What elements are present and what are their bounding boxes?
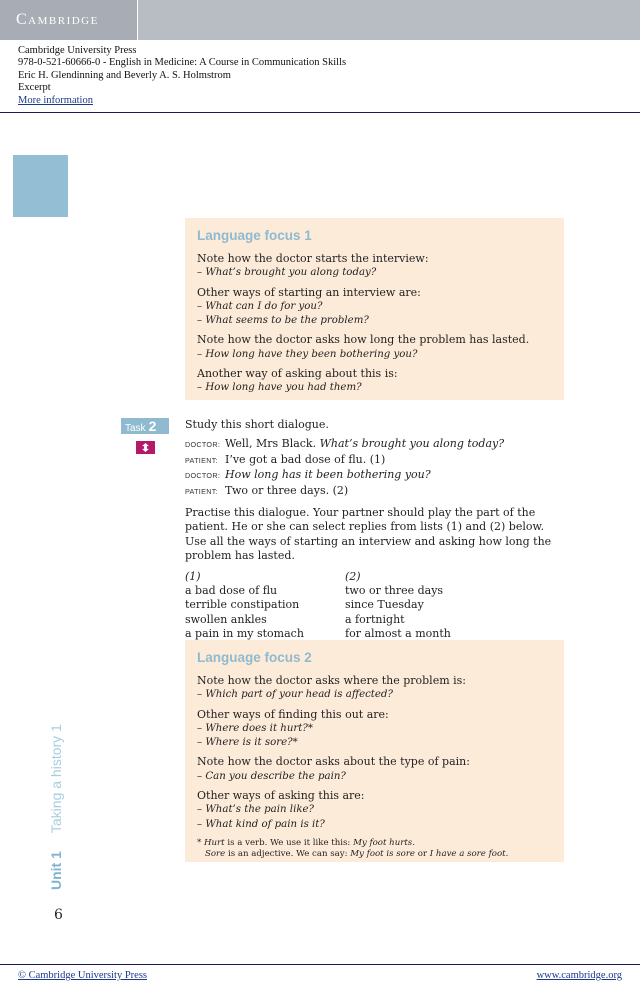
task-intro: Study this short dialogue.: [185, 418, 329, 431]
lf1-example: – What can I do for you?: [197, 300, 323, 312]
lf1-example: – What’s brought you along today?: [197, 267, 377, 279]
dialogue-italic: What’s brought you along today?: [319, 437, 505, 451]
lf2-line: Other ways of finding this out are:: [197, 707, 389, 721]
list-item: a fortnight: [345, 612, 405, 626]
header-rule: [0, 112, 640, 113]
speaker-label: DOCTOR:: [185, 440, 221, 450]
website-link[interactable]: www.cambridge.org: [536, 970, 622, 981]
language-focus-1-title: Language focus 1: [197, 228, 312, 243]
dialogue-line: [185, 484, 565, 499]
list-item: terrible constipation: [185, 598, 300, 612]
lf2-example: – Can you describe the pain?: [197, 770, 346, 782]
note-text: or: [415, 849, 430, 860]
lf2-line: Note how the doctor asks where the problem is:: [197, 674, 467, 687]
lf2-example: – Where does it hurt?*: [197, 722, 313, 734]
dialogue-plain: Two or three days. (2): [225, 483, 349, 497]
lf2-example: – Where is it sore?*: [197, 737, 298, 749]
speaker-label: PATIENT:: [185, 455, 218, 465]
lf1-example: – How long have they been bothering you?: [197, 348, 418, 360]
language-focus-2-title: Language focus 2: [197, 650, 312, 665]
dialogue-text: [225, 437, 504, 451]
pair-work-icon: [136, 441, 155, 454]
list-item: two or three days: [345, 584, 444, 598]
note-italic: My foot is sore: [350, 849, 416, 860]
lf2-example: – What kind of pain is it?: [197, 818, 325, 830]
header-bar: [0, 0, 640, 40]
speaker-label: PATIENT:: [185, 486, 218, 496]
reply-list-2: [345, 570, 505, 642]
task-label: [121, 418, 169, 434]
list-item: swollen ankles: [185, 612, 267, 626]
practise-instructions: Practise this dialogue. Your partner should play the part of the patient. He or she can select replies from lists (1) and (2) below. Use all the ways of starting an interview and asking how long the problem has lasted.: [185, 506, 552, 563]
unit-side-label: [48, 724, 64, 890]
book-metadata: [18, 45, 346, 107]
list-item: a pain in my stomach: [185, 627, 304, 641]
list-item: a bad dose of flu: [185, 584, 278, 598]
page-number: 6: [54, 907, 63, 923]
note-italic: My foot hurts.: [353, 837, 415, 848]
brand-logo: Cambridge: [16, 11, 99, 28]
note-italic: Hurt: [204, 837, 225, 848]
unit-topic: Taking a history 1: [48, 724, 64, 834]
footnote-line-2: [197, 849, 552, 861]
lf1-example: – What seems to be the problem?: [197, 315, 369, 327]
authors: Eric H. Glendinning and Beverly A. S. Holmstrom: [18, 69, 231, 81]
dialogue-plain: Well, Mrs Black.: [225, 437, 320, 451]
lf1-example: – How long have you had them?: [197, 382, 362, 394]
more-information-link[interactable]: More information: [18, 94, 93, 106]
dialogue-plain: I’ve got a bad dose of flu. (1): [225, 452, 386, 466]
note-text: is a verb. We use it like this:: [224, 837, 354, 848]
brand-box: [0, 0, 138, 40]
unit-label: Unit 1: [48, 851, 64, 890]
copyright-link[interactable]: © Cambridge University Press: [18, 970, 148, 981]
task-number: 2: [148, 418, 157, 434]
dialogue-line: [185, 468, 565, 483]
note-italic: Sore: [205, 849, 226, 860]
task-body: [185, 418, 565, 642]
footnote: [197, 838, 552, 861]
lf2-example: – Which part of your head is affected?: [197, 689, 393, 701]
list-heading: (2): [345, 569, 361, 583]
dialogue-italic: How long has it been bothering you?: [225, 468, 431, 482]
lf1-line: Note how the doctor starts the interview:: [197, 252, 429, 265]
language-focus-2-box: [185, 640, 564, 862]
language-focus-1-box: [185, 218, 564, 400]
list-heading: (1): [185, 569, 201, 583]
dialogue-text: [225, 484, 348, 498]
footnote-line-1: [197, 838, 552, 850]
task-word: Task: [125, 423, 146, 434]
lf1-line: Another way of asking about this is:: [197, 367, 398, 381]
reply-list-1: [185, 570, 345, 642]
dialogue-line: [185, 453, 565, 468]
dialogue-text: [225, 468, 431, 482]
dialogue-text: [225, 453, 385, 467]
dialogue-line: [185, 437, 565, 452]
speaker-label: DOCTOR:: [185, 471, 221, 481]
isbn-title: 978-0-521-60666-0 - English in Medicine: A Course in Communication Skills: [18, 57, 347, 69]
publisher: Cambridge University Press: [18, 45, 137, 56]
list-item: since Tuesday: [345, 598, 424, 612]
note-text: *: [197, 837, 205, 848]
side-color-block: [13, 155, 68, 217]
reply-lists: [185, 570, 565, 642]
lf2-line: Other ways of asking this are:: [197, 789, 365, 803]
lf1-line: Note how the doctor asks how long the problem has lasted.: [197, 333, 530, 347]
lf1-line: Other ways of starting an interview are:: [197, 285, 421, 299]
excerpt-label: Excerpt: [18, 82, 51, 94]
note-italic: I have a sore foot.: [429, 849, 509, 860]
list-item: for almost a month: [345, 627, 451, 641]
footer-rule: [0, 964, 640, 965]
note-text: is an adjective. We can say:: [225, 849, 351, 860]
lf2-line: Note how the doctor asks about the type of pain:: [197, 755, 470, 769]
lf2-example: – What’s the pain like?: [197, 804, 314, 816]
